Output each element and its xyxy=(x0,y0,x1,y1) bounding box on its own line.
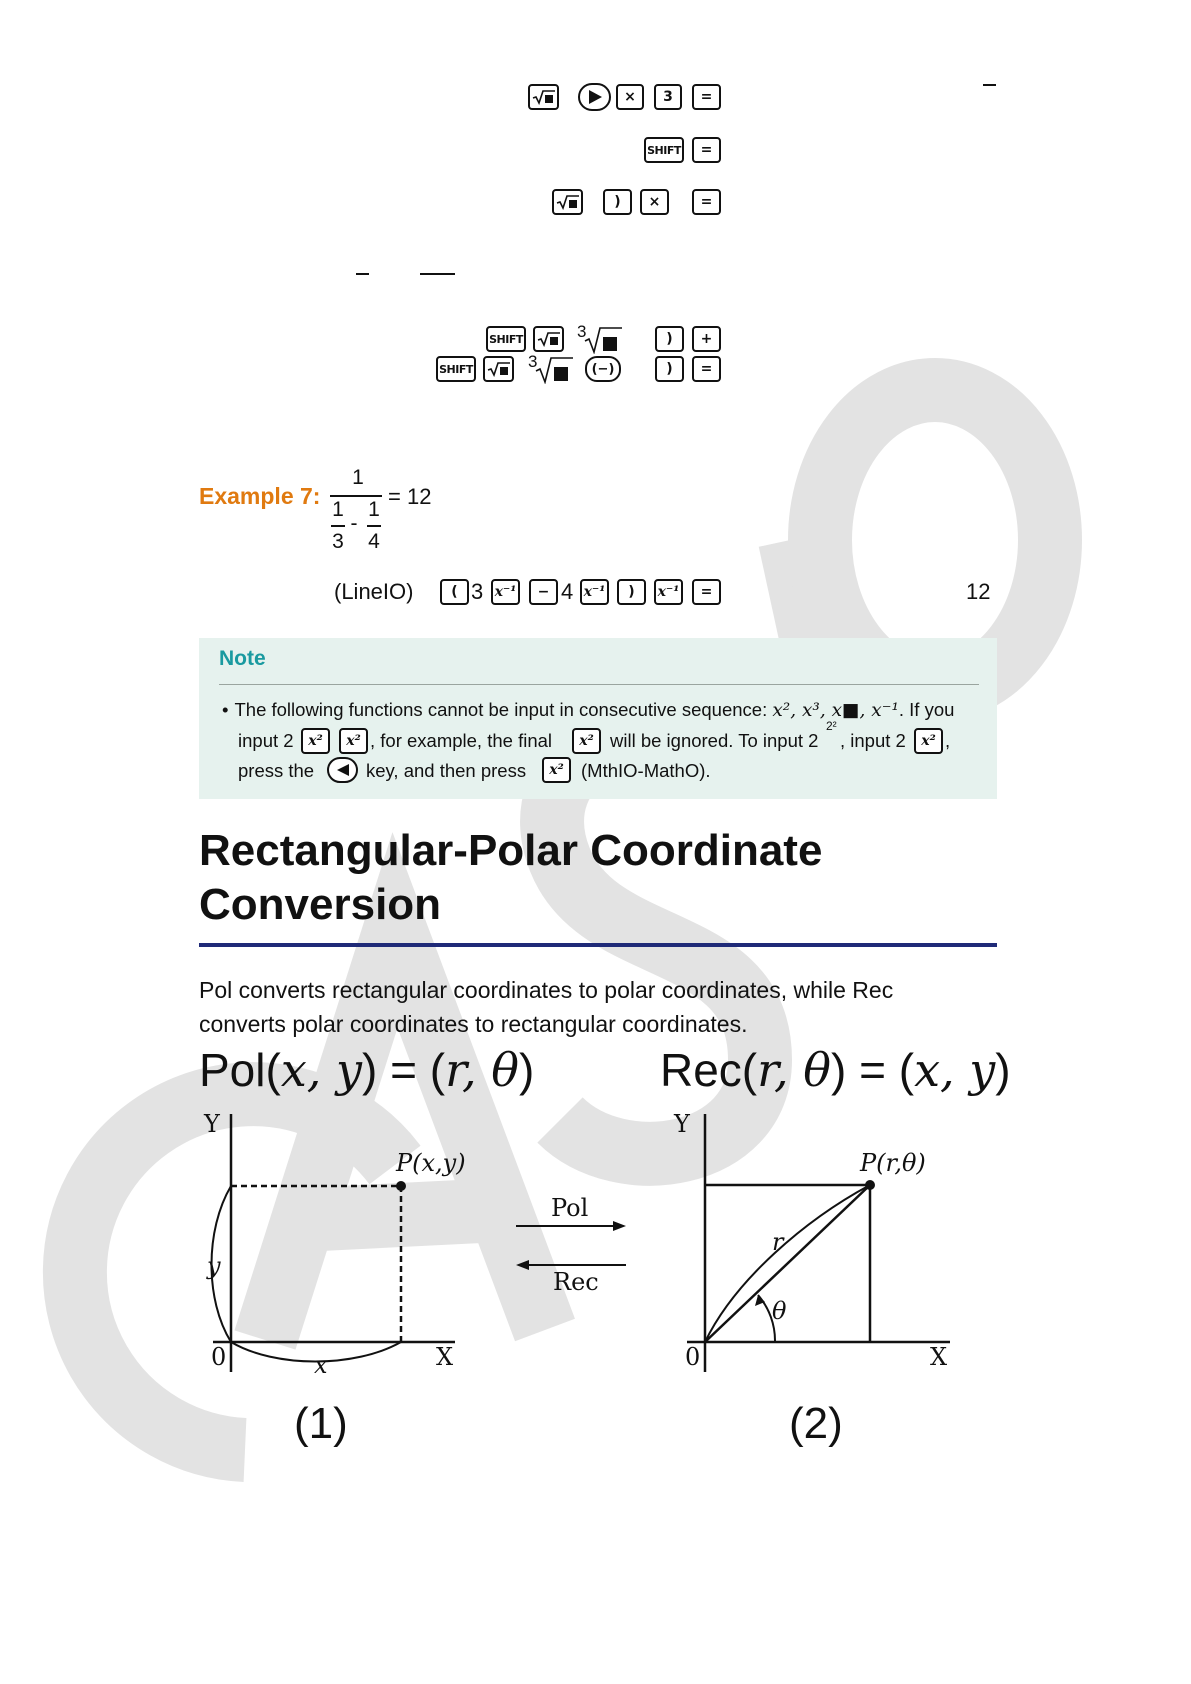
rec-end: ) xyxy=(995,1044,1011,1096)
diagram-1-origin: 0 xyxy=(211,1343,227,1371)
body-line-1: Pol converts rectangular coordinates to polar coordinates, while Rec xyxy=(199,977,894,1003)
x-inverse-label: x⁻¹ xyxy=(583,584,606,600)
x-squared-key[interactable] xyxy=(301,728,330,754)
example-7-label: Example 7: xyxy=(199,483,321,509)
equals-label: = xyxy=(700,584,713,600)
sqrt-icon xyxy=(537,331,561,347)
rec-prefix: Rec( xyxy=(660,1044,758,1096)
x-squared-label: x² xyxy=(549,762,564,778)
close-paren-label: ) xyxy=(666,361,673,377)
note-divider xyxy=(219,684,979,685)
note-line3-a: press the xyxy=(238,760,315,781)
diagram-1-point-label: P(x,y) xyxy=(396,1149,466,1177)
negative-key[interactable] xyxy=(585,356,621,382)
cube-root-symbol xyxy=(528,352,576,384)
note-line3-b: key, and then press xyxy=(366,760,527,781)
shift-key[interactable] xyxy=(644,137,684,163)
left-arrow-key[interactable] xyxy=(327,757,358,783)
shift-label: SHIFT xyxy=(647,143,681,157)
equals-label: = xyxy=(700,194,713,210)
sqrt-icon xyxy=(487,361,511,377)
pol-formula xyxy=(199,1043,534,1097)
fraction-bar xyxy=(420,273,455,275)
body-line-2: converts polar coordinates to rectangular coordinates. xyxy=(199,1011,748,1037)
note-bullet: • xyxy=(222,699,229,720)
sqrt-key[interactable] xyxy=(528,84,559,110)
shift-label: SHIFT xyxy=(439,362,473,376)
close-paren-label: ) xyxy=(628,584,635,600)
outer-fraction-bar xyxy=(330,495,382,497)
cube-root-symbol xyxy=(577,322,625,354)
equals-label: = xyxy=(700,361,713,377)
diagram-2-caption: (2) xyxy=(789,1399,843,1448)
minus-label: − xyxy=(537,584,550,600)
inner-num-2: 1 xyxy=(368,498,380,521)
example-7-answer: 12 xyxy=(966,579,991,604)
note-line2-a: input 2 xyxy=(238,730,294,751)
example-7-numerator: 1 xyxy=(352,466,364,489)
inner-num-1: 1 xyxy=(332,498,344,521)
cube-root-index: 3 xyxy=(577,322,587,341)
note-line2-b: , for example, the final xyxy=(370,730,553,751)
close-paren-label: ) xyxy=(614,194,621,210)
open-paren-label: ( xyxy=(451,584,458,600)
inner-den-2: 4 xyxy=(368,530,380,553)
point-p-2 xyxy=(865,1180,875,1190)
close-paren-key[interactable] xyxy=(655,326,684,352)
left-arrow-icon xyxy=(335,762,351,778)
note-title: Note xyxy=(219,647,266,670)
x-inverse-key[interactable] xyxy=(491,579,520,605)
diagram-2-r-label: r xyxy=(772,1228,784,1256)
three-label: 3 xyxy=(663,89,673,105)
example-7-result: = 12 xyxy=(388,484,432,509)
minus-dash xyxy=(356,273,369,275)
equals-key[interactable] xyxy=(692,579,721,605)
rec-arrow-label: Rec xyxy=(553,1268,599,1296)
plus-key[interactable] xyxy=(692,326,721,352)
rec-formula xyxy=(660,1043,1011,1097)
cube-root-icon xyxy=(535,356,575,384)
point-p-1 xyxy=(396,1181,406,1191)
pol-mid: ) = ( xyxy=(362,1044,446,1096)
cube-root-icon xyxy=(584,326,624,354)
pol-args: x, y xyxy=(280,1043,362,1097)
diagram-2-y-axis-label: Y xyxy=(674,1110,690,1138)
inner-den-1: 3 xyxy=(332,530,344,553)
right-arrow-icon xyxy=(586,88,604,106)
note-line-1 xyxy=(222,699,954,721)
inner-bar-2 xyxy=(367,525,381,527)
x-squared-label: x² xyxy=(579,733,594,749)
x-inverse-key[interactable] xyxy=(654,579,683,605)
note-line3-c: (MthIO-MathO). xyxy=(581,760,711,781)
diagram-1-y-axis-label: Y xyxy=(204,1110,220,1138)
x-squared-label: x² xyxy=(921,733,936,749)
cube-root-index: 3 xyxy=(528,352,538,371)
equals-label: = xyxy=(700,89,713,105)
right-arrow-key[interactable] xyxy=(578,83,611,111)
shift-key[interactable] xyxy=(436,356,476,382)
equals-key[interactable] xyxy=(692,356,721,382)
section-title-line-2: Conversion xyxy=(199,880,442,929)
equals-label: = xyxy=(700,142,713,158)
x-squared-key[interactable] xyxy=(572,728,601,754)
note-line2-c: will be ignored. To input 2 xyxy=(610,730,819,751)
close-paren-label: ) xyxy=(666,331,673,347)
radius-line xyxy=(705,1185,870,1342)
section-rule xyxy=(199,943,997,947)
sqrt-key[interactable] xyxy=(533,326,564,352)
rec-mid: ) = ( xyxy=(831,1044,915,1096)
note-line2-e: , input 2 xyxy=(840,730,906,751)
rec-result: x, y xyxy=(914,1043,996,1097)
close-paren-key[interactable] xyxy=(617,579,646,605)
rec-args: r, θ xyxy=(757,1043,831,1097)
inner-minus: - xyxy=(350,512,358,535)
close-paren-key[interactable] xyxy=(603,189,632,215)
times-key[interactable] xyxy=(616,84,644,110)
diagram-1-x-axis-label: X xyxy=(436,1343,454,1371)
lineio-mode: (LineIO) xyxy=(334,579,414,604)
x-squared-key[interactable] xyxy=(339,728,368,754)
x-squared-key[interactable] xyxy=(914,728,943,754)
diagram-1-y-label: y xyxy=(207,1252,221,1280)
minus-key[interactable] xyxy=(529,579,558,605)
equals-key[interactable] xyxy=(692,84,721,110)
x-inverse-label: x⁻¹ xyxy=(494,584,517,600)
negative-label: (−) xyxy=(591,361,615,377)
open-paren-key[interactable] xyxy=(440,579,469,605)
plus-label: + xyxy=(700,331,713,347)
x-squared-label: x² xyxy=(346,733,361,749)
shift-label: SHIFT xyxy=(489,332,523,346)
pol-prefix: Pol( xyxy=(199,1044,281,1096)
diagram-1-caption: (1) xyxy=(294,1399,348,1448)
x-squared-label: x² xyxy=(308,733,323,749)
x-squared-key[interactable] xyxy=(542,757,571,783)
top-right-dash xyxy=(983,84,996,86)
inner-bar-1 xyxy=(331,525,345,527)
section-title-line-1: Rectangular-Polar Coordinate xyxy=(199,826,823,875)
note-line1-funcs: x², x³, x■, x⁻¹ xyxy=(772,700,899,721)
sqrt-key[interactable] xyxy=(552,189,583,215)
diagram-2-point-label: P(r,θ) xyxy=(860,1149,926,1177)
shift-key[interactable] xyxy=(486,326,526,352)
times-label: × xyxy=(624,89,636,105)
three-key[interactable] xyxy=(654,84,682,110)
times-label: × xyxy=(648,194,661,210)
pol-arrow-label: Pol xyxy=(551,1194,589,1222)
note-line1-suffix: . If you xyxy=(898,699,955,720)
close-paren-key[interactable] xyxy=(655,356,684,382)
sqrt-icon xyxy=(556,194,580,210)
note-line2-exponent: 2² xyxy=(826,719,837,733)
times-key[interactable] xyxy=(640,189,669,215)
x-inverse-label: x⁻¹ xyxy=(657,584,680,600)
sqrt-key[interactable] xyxy=(483,356,514,382)
pol-arrow xyxy=(514,1219,628,1233)
pol-end: ) xyxy=(518,1044,535,1096)
x-inverse-key[interactable] xyxy=(580,579,609,605)
note-line-2 xyxy=(238,730,294,752)
pol-result: r, θ xyxy=(445,1043,519,1097)
note-line2-f: , xyxy=(945,730,951,751)
diagram-2-origin: 0 xyxy=(685,1343,701,1371)
equals-key[interactable] xyxy=(692,189,721,215)
seq-four: 4 xyxy=(561,579,574,604)
diagram-1-x-label: x xyxy=(314,1351,328,1379)
note-line1-prefix: The following functions cannot be input in consecutive sequence: xyxy=(234,699,773,720)
equals-key[interactable] xyxy=(692,137,721,163)
sqrt-icon xyxy=(532,89,556,105)
diagram-2-theta-label: θ xyxy=(772,1297,787,1325)
seq-three: 3 xyxy=(471,579,484,604)
diagram-2-x-axis-label: X xyxy=(930,1343,948,1371)
